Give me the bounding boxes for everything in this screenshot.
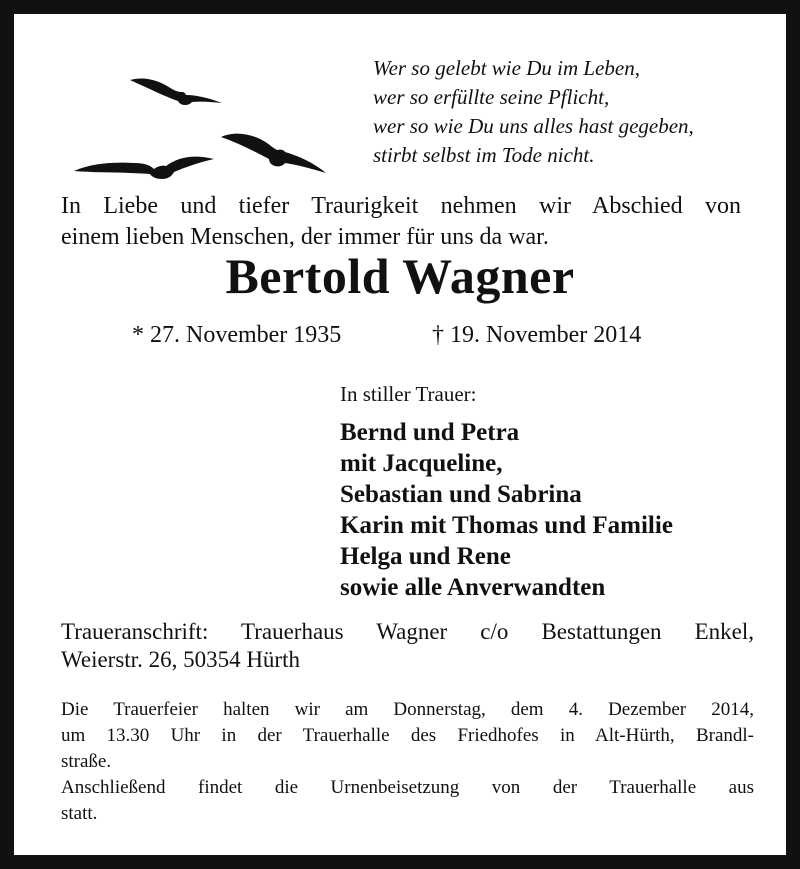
mourning-label: In stiller Trauer: bbox=[340, 382, 477, 406]
mourner-line: Karin mit Thomas und Familie bbox=[340, 512, 673, 539]
mourner-line: Helga und Rene bbox=[340, 543, 511, 570]
poem-line: wer so erfüllte seine Pflicht, bbox=[373, 85, 610, 109]
mourning-address bbox=[61, 618, 754, 674]
address-line: Weierstr. 26, 50354 Hürth bbox=[61, 647, 300, 672]
address-line: Traueranschrift: Trauerhaus Wagner c/o Bestattungen Enkel, bbox=[61, 619, 754, 644]
seagulls-illustration bbox=[64, 59, 364, 199]
seagull-icon bbox=[221, 134, 326, 173]
mourner-line: mit Jacqueline, bbox=[340, 450, 503, 477]
notice-line: straße. bbox=[61, 751, 112, 772]
mourners-list bbox=[340, 417, 673, 603]
notice-line: Die Trauerfeier halten wir am Donnerstag, dem 4. Dezember 2014, bbox=[61, 699, 754, 720]
poem-line: stirbt selbst im Tode nicht. bbox=[373, 143, 595, 167]
death-date: † 19. November 2014 bbox=[432, 322, 642, 348]
intro-text bbox=[61, 191, 741, 253]
deceased-name: Bertold Wagner bbox=[225, 248, 575, 304]
poem-line: wer so wie Du uns alles hast gegeben, bbox=[373, 114, 694, 138]
poem-line: Wer so gelebt wie Du im Leben, bbox=[373, 56, 640, 80]
notice-line: statt. bbox=[61, 803, 98, 824]
obituary-card bbox=[14, 14, 786, 855]
birth-date: * 27. November 1935 bbox=[132, 322, 342, 348]
intro-line: In Liebe und tiefer Traurigkeit nehmen wir Abschied von bbox=[61, 193, 741, 219]
seagull-icon bbox=[130, 78, 222, 105]
poem bbox=[373, 54, 773, 170]
notice-line: Anschließend findet die Urnenbeisetzung von der Trauerhalle aus bbox=[61, 777, 754, 798]
mourner-line: sowie alle Anverwandten bbox=[340, 574, 606, 601]
notice-line: um 13.30 Uhr in der Trauerhalle des Friedhofes in Alt-Hürth, Brandl- bbox=[61, 725, 754, 746]
mourner-line: Sebastian und Sabrina bbox=[340, 481, 582, 508]
funeral-notice bbox=[61, 697, 754, 827]
intro-line: einem lieben Menschen, der immer für uns da war. bbox=[61, 224, 549, 250]
seagull-icon bbox=[74, 157, 214, 179]
mourner-line: Bernd und Petra bbox=[340, 419, 520, 446]
